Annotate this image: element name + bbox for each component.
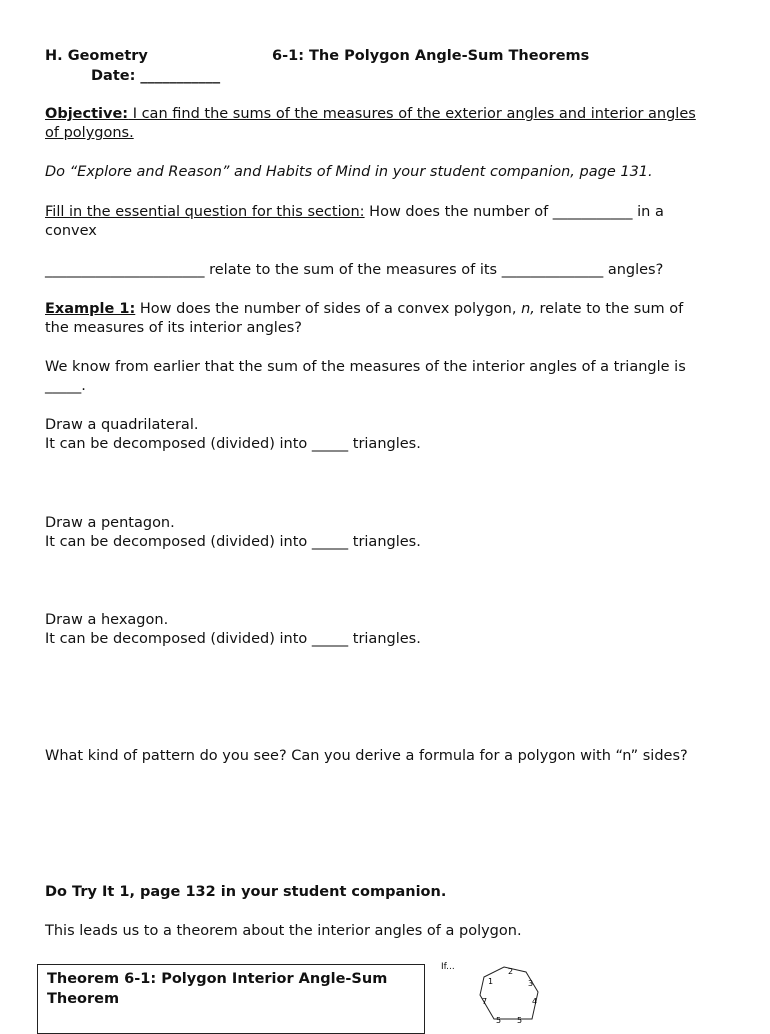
explore-instruction: Do “Explore and Reason” and Habits of Mind in your student companion, page 131. xyxy=(45,164,653,180)
pattern-question: What kind of pattern do you see? Can you derive a formula for a polygon with “n” sides? xyxy=(45,748,688,764)
theorem-title: Theorem 6-1: Polygon Interior Angle-Sum Theorem xyxy=(47,971,388,1007)
essential-question-label: Fill in the essential question for this section: xyxy=(45,204,365,220)
date-field: Date: ___________ xyxy=(91,68,221,84)
quadrilateral-prompt: Draw a quadrilateral. xyxy=(45,417,199,433)
quadrilateral-decompose: It can be decomposed (divided) into _____ triangles. xyxy=(45,436,421,452)
hexagon-decompose: It can be decomposed (divided) into _____ triangles. xyxy=(45,631,421,647)
vertex-label-1: 1 xyxy=(488,977,494,986)
example1-continued: the measures of its interior angles? xyxy=(45,320,303,336)
example1-label: Example 1: xyxy=(45,301,136,317)
hexagon-prompt: Draw a hexagon. xyxy=(45,612,169,628)
example1-variable: n, xyxy=(521,301,535,317)
lesson-title: 6-1: The Polygon Angle-Sum Theorems xyxy=(272,48,590,64)
objective-text-continued: of polygons. xyxy=(45,125,134,141)
vertex-label-3: 3 xyxy=(528,979,534,988)
vertex-label-5a: 5 xyxy=(517,1016,523,1024)
objective xyxy=(45,105,696,124)
vertex-label-2: 2 xyxy=(508,967,514,976)
pentagon-decompose: It can be decomposed (divided) into _____ triangles. xyxy=(45,534,421,550)
triangle-sum-blank: _____. xyxy=(45,378,86,394)
example1 xyxy=(45,300,683,319)
objective-text: I can find the sums of the measures of the exterior angles and interior angles xyxy=(128,106,696,122)
essential-question-line3: ______________________ relate to the sum of the measures of its ______________ angles? xyxy=(45,262,664,278)
theorem-intro: This leads us to a theorem about the interior angles of a polygon. xyxy=(45,923,522,939)
figure-if-label: If... xyxy=(441,962,455,972)
objective-label: Objective: xyxy=(45,106,129,122)
essential-question-continued: convex xyxy=(45,223,97,239)
essential-question xyxy=(45,203,664,222)
heptagon-figure xyxy=(474,962,550,1024)
pentagon-prompt: Draw a pentagon. xyxy=(45,515,175,531)
course-name: H. Geometry xyxy=(45,48,148,64)
vertex-label-7: 7 xyxy=(482,997,488,1006)
triangle-sum-statement: We know from earlier that the sum of the measures of the interior angles of a triangle is xyxy=(45,359,686,375)
vertex-label-4: 4 xyxy=(532,997,538,1006)
try-it-instruction: Do Try It 1, page 132 in your student companion. xyxy=(45,884,447,900)
vertex-label-5b: 5 xyxy=(496,1016,502,1024)
example1-text-a: How does the number of sides of a convex polygon, xyxy=(135,301,522,317)
example1-text-b: relate to the sum of xyxy=(534,301,684,317)
essential-question-text: How does the number of ___________ in a xyxy=(364,204,664,220)
